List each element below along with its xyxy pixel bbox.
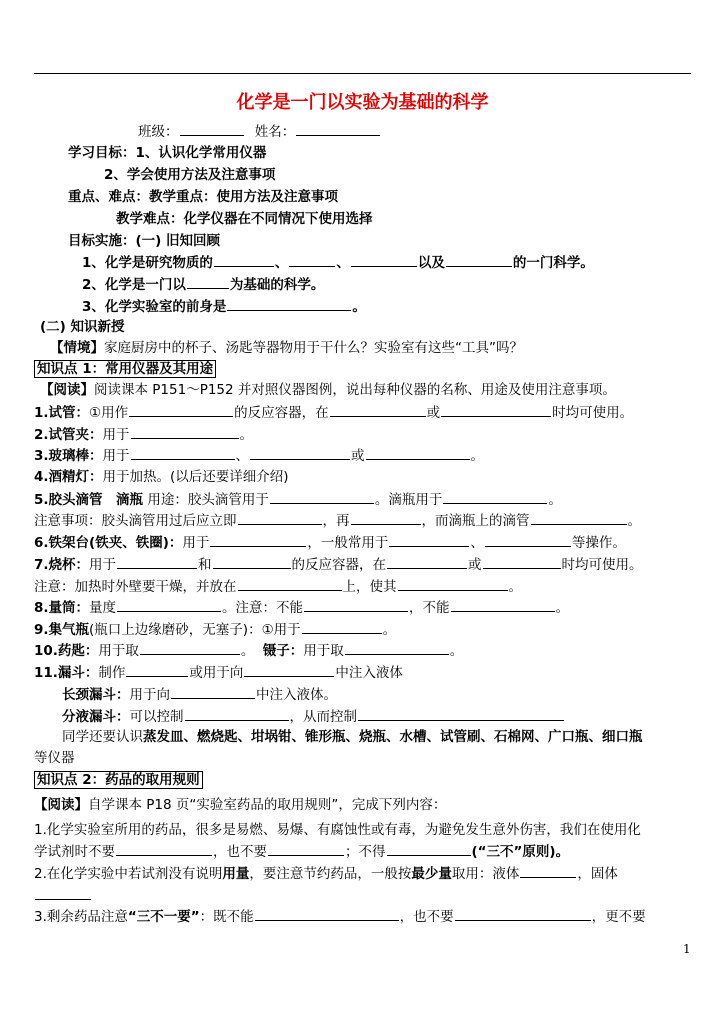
blank[interactable]: [187, 275, 229, 289]
blank[interactable]: [35, 886, 91, 900]
name-label: 姓名：: [254, 124, 296, 140]
rule-2: 2.在化学实验中若试剂没有说明用量，要注意节约药品，一般按最少量取用：液体 ，固体: [34, 866, 618, 882]
blank[interactable]: [210, 533, 306, 547]
blank[interactable]: [129, 403, 233, 417]
situation-text: 家庭厨房中的杯子、汤匙等器物用于干什么？实验室有这些“工具”吗？: [104, 340, 523, 356]
blank[interactable]: [389, 533, 469, 547]
blank[interactable]: [443, 490, 547, 504]
rule-3: 3.剩余药品注意“三不一要”：既不能 ，也不要 ，更不要: [34, 909, 646, 925]
blank[interactable]: [485, 533, 571, 547]
item-gas-bottle: 9.集气瓶(瓶口上边缘磨砂，无塞子)：①用于 。: [34, 622, 397, 638]
item-beaker: 7.烧杯：用于 和 的反应容器，在 或 时均可使用。: [34, 557, 643, 573]
blank[interactable]: [268, 842, 344, 856]
blank[interactable]: [387, 555, 467, 569]
blank[interactable]: [140, 641, 240, 655]
objectives-label: 学习目标：: [68, 145, 136, 161]
rule-1-cont: 学试剂时不要 ，也不要 ；不得 (“三不”原则)。: [34, 844, 570, 860]
blank[interactable]: [451, 598, 555, 612]
implementation-label: 目标实施：: [68, 233, 136, 249]
blank[interactable]: [185, 707, 289, 721]
blank[interactable]: [520, 864, 576, 878]
blank[interactable]: [446, 253, 512, 267]
page-number: 1: [683, 942, 691, 956]
blank[interactable]: [126, 663, 188, 677]
blank[interactable]: [227, 297, 351, 311]
blank[interactable]: [213, 555, 291, 569]
focus-difficult: 教学难点：化学仪器在不同情况下使用选择: [116, 211, 373, 227]
focus-label: 重点、难点：: [68, 189, 149, 205]
rule-2-cont: [34, 886, 92, 905]
beaker-notes: 注意：加热时外壁要干燥，并放在 上，使其 。: [34, 579, 522, 595]
blank[interactable]: [351, 253, 417, 267]
item-glass-rod: 3.玻璃棒：用于 、 或 。: [34, 448, 485, 464]
blank[interactable]: [330, 403, 426, 417]
focus-key: 教学重点：使用方法及注意事项: [149, 189, 338, 205]
blank[interactable]: [398, 577, 508, 591]
blank[interactable]: [345, 641, 449, 655]
blank[interactable]: [117, 598, 221, 612]
blank[interactable]: [214, 253, 274, 267]
blank[interactable]: [255, 907, 399, 921]
kp1-read: 【阅读】阅读课本 P151～P152 并对照仪器图例，说出每种仪器的名称、用途及使用注意事项。: [40, 382, 616, 398]
objective-1: 1、认识化学常用仪器: [135, 145, 267, 161]
blank[interactable]: [302, 620, 382, 634]
also-know: 同学还要认识蒸发皿、燃烧匙、坩埚钳、锥形瓶、烧瓶、水槽、试管刷、石棉网、广口瓶、细口瓶: [62, 729, 643, 745]
item-iron-stand: 6.铁架台(铁夹、铁圈)：用于 ，一般常用于 、 等操作。: [34, 535, 626, 551]
objective-2: 2、学会使用方法及注意事项: [104, 167, 276, 183]
review-q3: 3、化学实验室的前身是 。: [82, 299, 366, 315]
blank[interactable]: [351, 511, 421, 525]
item-test-tube: 1.试管：①用作 的反应容器，在 或 时均可使用。: [34, 405, 634, 421]
blank[interactable]: [289, 253, 335, 267]
blank[interactable]: [358, 707, 564, 721]
objectives-row: [68, 144, 266, 162]
dropper-notes: 注意事项：胶头滴管用过后应立即 ，再 ，而滴瓶上的滴管 。: [34, 513, 641, 529]
part1-heading: (一) 旧知回顾: [135, 233, 221, 249]
item-test-tube-holder: 2.试管夹：用于 。: [34, 427, 254, 443]
blank[interactable]: [171, 685, 255, 699]
item-funnel: 11.漏斗：制作 或用于向 中注入液体: [34, 665, 403, 681]
item-alcohol-lamp: 4.酒精灯：用于加热。(以后还要详细介绍): [34, 469, 289, 485]
focus-row: [68, 188, 338, 206]
name-blank[interactable]: [296, 122, 380, 136]
blank[interactable]: [441, 403, 551, 417]
rule-1: 1.化学实验室所用的药品，很多是易燃、易爆、有腐蚀性或有毒，为避免发生意外伤害，我们在使用化: [34, 822, 641, 838]
blank[interactable]: [304, 598, 408, 612]
item-dropper: 5.胶头滴管 滴瓶 用途：胶头滴管用于 。滴瓶用于 。: [34, 492, 562, 508]
blank[interactable]: [455, 907, 591, 921]
class-name-row: [138, 122, 381, 141]
blank[interactable]: [483, 555, 561, 569]
blank[interactable]: [116, 842, 212, 856]
blank[interactable]: [131, 446, 235, 460]
item-cylinder: 8.量筒：量度 。注意：不能 ，不能 。: [34, 600, 570, 616]
blank[interactable]: [244, 663, 334, 677]
kp2-heading: 知识点 2：药品的取用规则: [34, 771, 203, 789]
blank[interactable]: [387, 842, 471, 856]
blank[interactable]: [238, 511, 322, 525]
class-blank[interactable]: [180, 122, 244, 136]
also-know-end: 等仪器: [34, 750, 75, 766]
situation-row: [50, 339, 523, 357]
blank[interactable]: [531, 511, 627, 525]
item-sep-funnel: 分液漏斗：可以控制 ，从而控制: [62, 707, 565, 726]
kp1-heading: 知识点 1：常用仪器及其用途: [34, 360, 216, 378]
blank[interactable]: [250, 446, 350, 460]
blank[interactable]: [270, 490, 374, 504]
blank[interactable]: [117, 555, 197, 569]
review-q2: 2、化学是一门以 为基础的科学。: [82, 277, 325, 293]
implementation-row: [68, 232, 220, 250]
page-title: 化学是一门以实验为基础的科学: [236, 92, 489, 113]
blank[interactable]: [238, 577, 342, 591]
blank[interactable]: [366, 446, 470, 460]
situation-tag: 【情境】: [50, 340, 104, 356]
part2-heading: (二) 知识新授: [40, 319, 125, 335]
header-rule: [34, 73, 691, 74]
review-q1: 1、化学是研究物质的 、 、 以及 的一门科学。: [82, 255, 594, 271]
item-long-funnel: 长颈漏斗：用于向 中注入液体。: [62, 687, 337, 703]
item-spoon-tweezers: 10.药匙：用于取 。 镊子：用于取 。: [34, 643, 464, 659]
blank[interactable]: [131, 425, 239, 439]
kp2-read: 【阅读】自学课本 P18 页“实验室药品的取用规则”，完成下列内容：: [34, 797, 447, 813]
class-label: 班级：: [138, 124, 179, 140]
